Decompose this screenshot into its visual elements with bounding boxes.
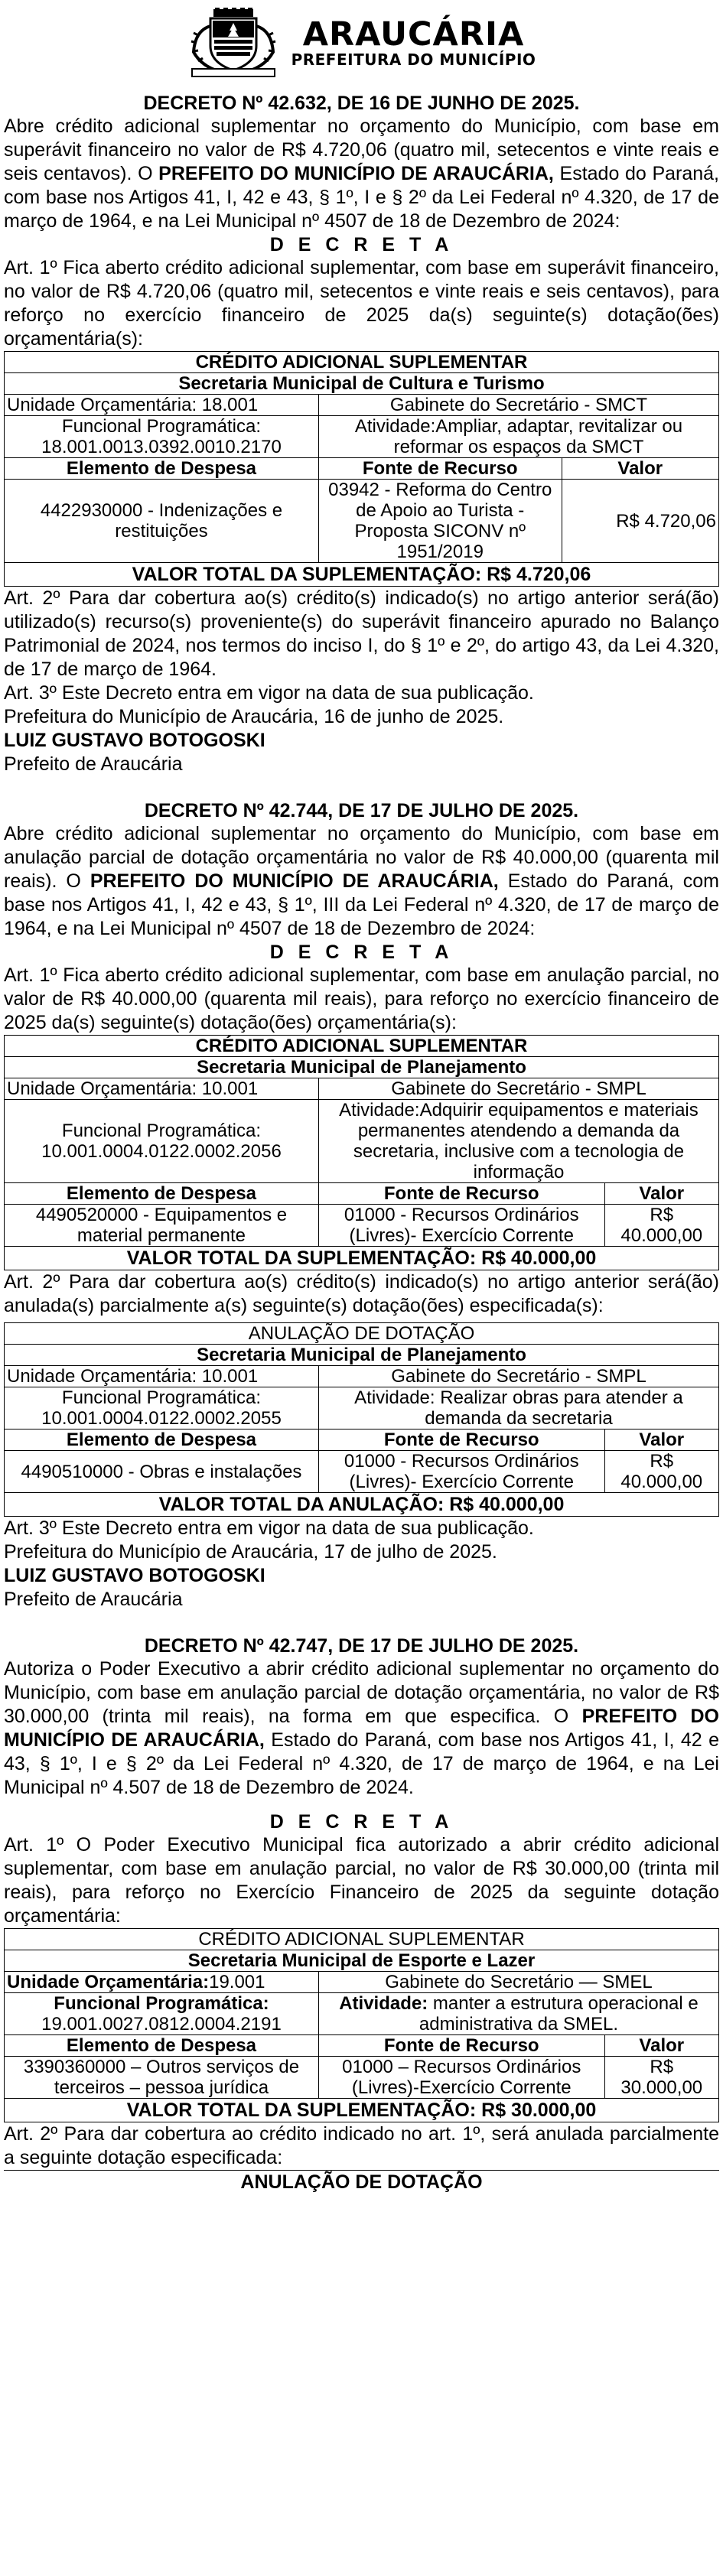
table-secretaria: Secretaria Municipal de Cultura e Turismo	[5, 373, 719, 395]
cell-fonte: 03942 - Reforma do Centro de Apoio ao Turista - Proposta SICONV nº 1951/2019	[318, 480, 562, 563]
table-heading: CRÉDITO ADICIONAL SUPLEMENTAR	[5, 352, 719, 373]
unidade-value: 19.001	[209, 1972, 265, 1992]
table-gabinete: Gabinete do Secretário — SMEL	[318, 1972, 718, 1993]
signature-place: Prefeitura do Município de Araucária, 16 de junho de 2025.	[4, 706, 504, 727]
signer-role: Prefeito de Araucária	[4, 1589, 183, 1610]
col-valor: Valor	[604, 2035, 718, 2057]
article-1: Art. 1º Fica aberto crédito adicional suplementar, com base em superávit financeiro, no valor de R$ 4.720,06 (quatro mil, setecentos e vinte reais e seis centavos), para reforço no exercício financeiro de 2025 da(s) seguinte(s) dotação(ões) orçamentária(s):	[4, 257, 719, 350]
intro-authority: PREFEITO DO MUNICÍPIO DE ARAUCÁRIA,	[90, 870, 499, 892]
cell-elemento: 4422930000 - Indenizações e restituições	[5, 480, 319, 563]
masthead	[4, 8, 719, 78]
table-total: VALOR TOTAL DA ANULAÇÃO: R$ 40.000,00	[5, 1493, 719, 1517]
table-gabinete: Gabinete do Secretário - SMCT	[318, 395, 718, 416]
cell-elemento: 4490510000 - Obras e instalações	[5, 1451, 319, 1493]
masthead-subtitle: PREFEITURA DO MUNICÍPIO	[291, 50, 536, 69]
table-total: VALOR TOTAL DA SUPLEMENTAÇÃO: R$ 40.000,00	[5, 1247, 719, 1270]
decreta-heading: D E C R E T A	[269, 234, 454, 255]
intro-authority: PREFEITO DO MUNICÍPIO DE ARAUCÁRIA,	[4, 1706, 719, 1751]
decreta-heading: D E C R E T A	[269, 1811, 454, 1833]
cell-valor: R$ 30.000,00	[604, 2057, 718, 2099]
cell-elemento: 4490520000 - Equipamentos e material permanente	[5, 1205, 319, 1247]
article-3: Art. 3º Este Decreto entra em vigor na data de sua publicação.	[4, 1517, 534, 1539]
intro-authority: PREFEITO DO MUNICÍPIO DE ARAUCÁRIA,	[158, 163, 554, 184]
intro-text-cont: Estado do Paraná, com base nos Artigos 41, I, 42 e 43, § 1º, I e § 2º da Lei Federal nº 4.320, de 17 de março de 1964, e na Lei Municipal nº 4507 de 18 de Dezembro de 2024:	[4, 163, 719, 232]
intro-text-cont: Estado do Paraná, com base nos Artigos 41, I, 42 e 43, § 1º, I e § 2º da Lei Federal nº 4.320, de 17 de março de 1964, e na Lei Municipal nº 4.507 de 18 de Dezembro de 2024.	[4, 1729, 719, 1798]
article-1: Art. 1º O Poder Executivo Municipal fica autorizado a abrir crédito adicional suplementar, com base em anulação parcial, no valor de R$ 30.000,00 (trinta mil reais), para reforço no Exercício Financeiro de 2025 da seguinte dotação orçamentária:	[4, 1834, 719, 1927]
table-total: VALOR TOTAL DA SUPLEMENTAÇÃO: R$ 4.720,06	[5, 563, 719, 587]
intro-text: Abre crédito adicional suplementar no orçamento do Município, com base em superávit financeiro no valor de R$ 4.720,06 (quatro mil, setecentos e vinte reais e seis centavos). O	[4, 115, 719, 184]
intro-text: Abre crédito adicional suplementar no orçamento do Município, com base em anulação parcial de dotação orçamentária no valor de R$ 40.000,00 (quarenta mil reais). O	[4, 823, 719, 892]
col-valor: Valor	[562, 458, 719, 480]
col-valor: Valor	[604, 1183, 718, 1205]
decreta-heading: D E C R E T A	[269, 942, 454, 963]
atividade-value: manter a estrutura operacional e administrativa da SMEL.	[418, 1993, 699, 2034]
decree-42744	[4, 799, 719, 1612]
decree-title: DECRETO Nº 42.632, DE 16 DE JUNHO DE 2025.	[143, 93, 580, 114]
table-atividade: Atividade:Ampliar, adaptar, revitalizar ou reformar os espaços da SMCT	[318, 416, 718, 458]
table-unidade: Unidade Orçamentária: 10.001	[5, 1366, 319, 1387]
credit-table	[4, 1928, 719, 2122]
unidade-label: Unidade Orçamentária:	[7, 1972, 210, 1992]
intro-text-cont: Estado do Paraná, com base nos Artigos 41, I, 42 e 43, § 1º, III da Lei Federal nº 4.320, de 17 de março de 1964, e na Lei Municipal nº 4507 de 18 de Dezembro de 2024:	[4, 870, 720, 939]
table-atividade	[318, 1993, 718, 2035]
col-fonte: Fonte de Recurso	[318, 2035, 604, 2057]
table-gabinete: Gabinete do Secretário - SMPL	[318, 1078, 718, 1100]
col-elemento: Elemento de Despesa	[5, 1183, 319, 1205]
table-heading: ANULAÇÃO DE DOTAÇÃO	[5, 1323, 719, 1345]
decree-intro	[4, 1657, 719, 1800]
article-2: Art. 2º Para dar cobertura ao crédito indicado no art. 1º, será anulada parcialmente a seguinte dotação especificada:	[4, 2123, 719, 2168]
article-3: Art. 3º Este Decreto entra em vigor na data de sua publicação.	[4, 682, 534, 704]
article-2: Art. 2º Para dar cobertura ao(s) crédito(s) indicado(s) no artigo anterior será(ão) anulada(s) parcialmente a(s) seguinte(s) dotação(ões) especificada(s):	[4, 1271, 719, 1316]
cell-valor: R$ 4.720,06	[562, 480, 719, 563]
table-heading: CRÉDITO ADICIONAL SUPLEMENTAR	[5, 1929, 719, 1950]
atividade-label: Atividade:	[339, 1993, 428, 2014]
intro-text: Autoriza o Poder Executivo a abrir crédito adicional suplementar no orçamento do Município, com base em anulação parcial de dotação orçamentária, no valor de R$ 30.000,00 (trinta mil reais), na forma em que especifica. O	[4, 1658, 719, 1727]
article-2: Art. 2º Para dar cobertura ao(s) crédito(s) indicado(s) no artigo anterior será(ão) utilizado(s) recurso(s) proveniente(s) do superávit financeiro apurado no Balanço Patrimonial de 2024, nos termos do inciso I, do § 1º e 2º, do artigo 43, da Lei 4.320, de 17 de março de 1964.	[4, 587, 719, 680]
decree-42747	[4, 1634, 719, 2194]
table-unidade: Unidade Orçamentária: 18.001	[5, 395, 319, 416]
table-secretaria: Secretaria Municipal de Esporte e Lazer	[5, 1950, 719, 1972]
col-elemento: Elemento de Despesa	[5, 2035, 319, 2057]
table-funcional: Funcional Programática: 10.001.0004.0122.0002.2056	[5, 1100, 319, 1183]
table-secretaria: Secretaria Municipal de Planejamento	[5, 1345, 719, 1366]
masthead-name: ARAUCÁRIA	[302, 15, 525, 54]
table-funcional: Funcional Programática: 18.001.0013.0392.0010.2170	[5, 416, 319, 458]
table-funcional: Funcional Programática: 10.001.0004.0122.0002.2055	[5, 1387, 319, 1429]
signature-place: Prefeitura do Município de Araucária, 17 de julho de 2025.	[4, 1541, 497, 1563]
col-elemento: Elemento de Despesa	[5, 458, 319, 480]
credit-table	[4, 1035, 719, 1270]
table-atividade: Atividade:Adquirir equipamentos e materiais permanentes atendendo a demanda da secretaria, inclusive com a tecnologia de informação	[318, 1100, 718, 1183]
table-total: VALOR TOTAL DA SUPLEMENTAÇÃO: R$ 30.000,00	[5, 2099, 719, 2122]
col-elemento: Elemento de Despesa	[5, 1429, 319, 1451]
article-1: Art. 1º Fica aberto crédito adicional suplementar, com base em anulação parcial, no valor de R$ 40.000,00 (quarenta mil reais), para reforço no exercício financeiro de 2025 da(s) seguinte(s) dotação(ões) orçamentária(s):	[4, 964, 719, 1033]
signer-name: LUIZ GUSTAVO BOTOGOSKI	[4, 730, 265, 751]
col-fonte: Fonte de Recurso	[318, 1183, 604, 1205]
next-table-heading: ANULAÇÃO DE DOTAÇÃO	[4, 2170, 719, 2194]
funcional-label: Funcional Programática:	[54, 1993, 269, 2014]
cell-valor: R$ 40.000,00	[604, 1205, 718, 1247]
table-unidade: Unidade Orçamentária: 10.001	[5, 1078, 319, 1100]
table-heading: CRÉDITO ADICIONAL SUPLEMENTAR	[5, 1036, 719, 1057]
cell-fonte: 01000 - Recursos Ordinários (Livres)- Exercício Corrente	[318, 1451, 604, 1493]
decree-42632	[4, 92, 719, 776]
signer-name: LUIZ GUSTAVO BOTOGOSKI	[4, 1565, 265, 1586]
cell-fonte: 01000 - Recursos Ordinários (Livres)- Exercício Corrente	[318, 1205, 604, 1247]
col-fonte: Fonte de Recurso	[318, 458, 562, 480]
coat-of-arms-logo	[187, 8, 279, 78]
col-valor: Valor	[604, 1429, 718, 1451]
gazette-page	[0, 8, 723, 2576]
table-secretaria: Secretaria Municipal de Planejamento	[5, 1057, 719, 1078]
table-unidade	[5, 1972, 319, 1993]
cell-elemento: 3390360000 – Outros serviços de terceiros – pessoa jurídica	[5, 2057, 319, 2099]
decree-intro	[4, 822, 719, 941]
table-funcional	[5, 1993, 319, 2035]
table-atividade: Atividade: Realizar obras para atender a demanda da secretaria	[318, 1387, 718, 1429]
col-fonte: Fonte de Recurso	[318, 1429, 604, 1451]
decree-intro	[4, 115, 719, 233]
signer-role: Prefeito de Araucária	[4, 753, 183, 775]
funcional-value: 19.001.0027.0812.0004.2191	[41, 2014, 282, 2034]
cell-fonte: 01000 – Recursos Ordinários (Livres)-Exercício Corrente	[318, 2057, 604, 2099]
decree-title: DECRETO Nº 42.744, DE 17 DE JULHO DE 2025.	[144, 800, 579, 821]
decree-title: DECRETO Nº 42.747, DE 17 DE JULHO DE 2025.	[144, 1635, 579, 1657]
cell-valor: R$ 40.000,00	[604, 1451, 718, 1493]
annulment-table	[4, 1322, 719, 1517]
table-gabinete: Gabinete do Secretário - SMPL	[318, 1366, 718, 1387]
credit-table	[4, 351, 719, 587]
